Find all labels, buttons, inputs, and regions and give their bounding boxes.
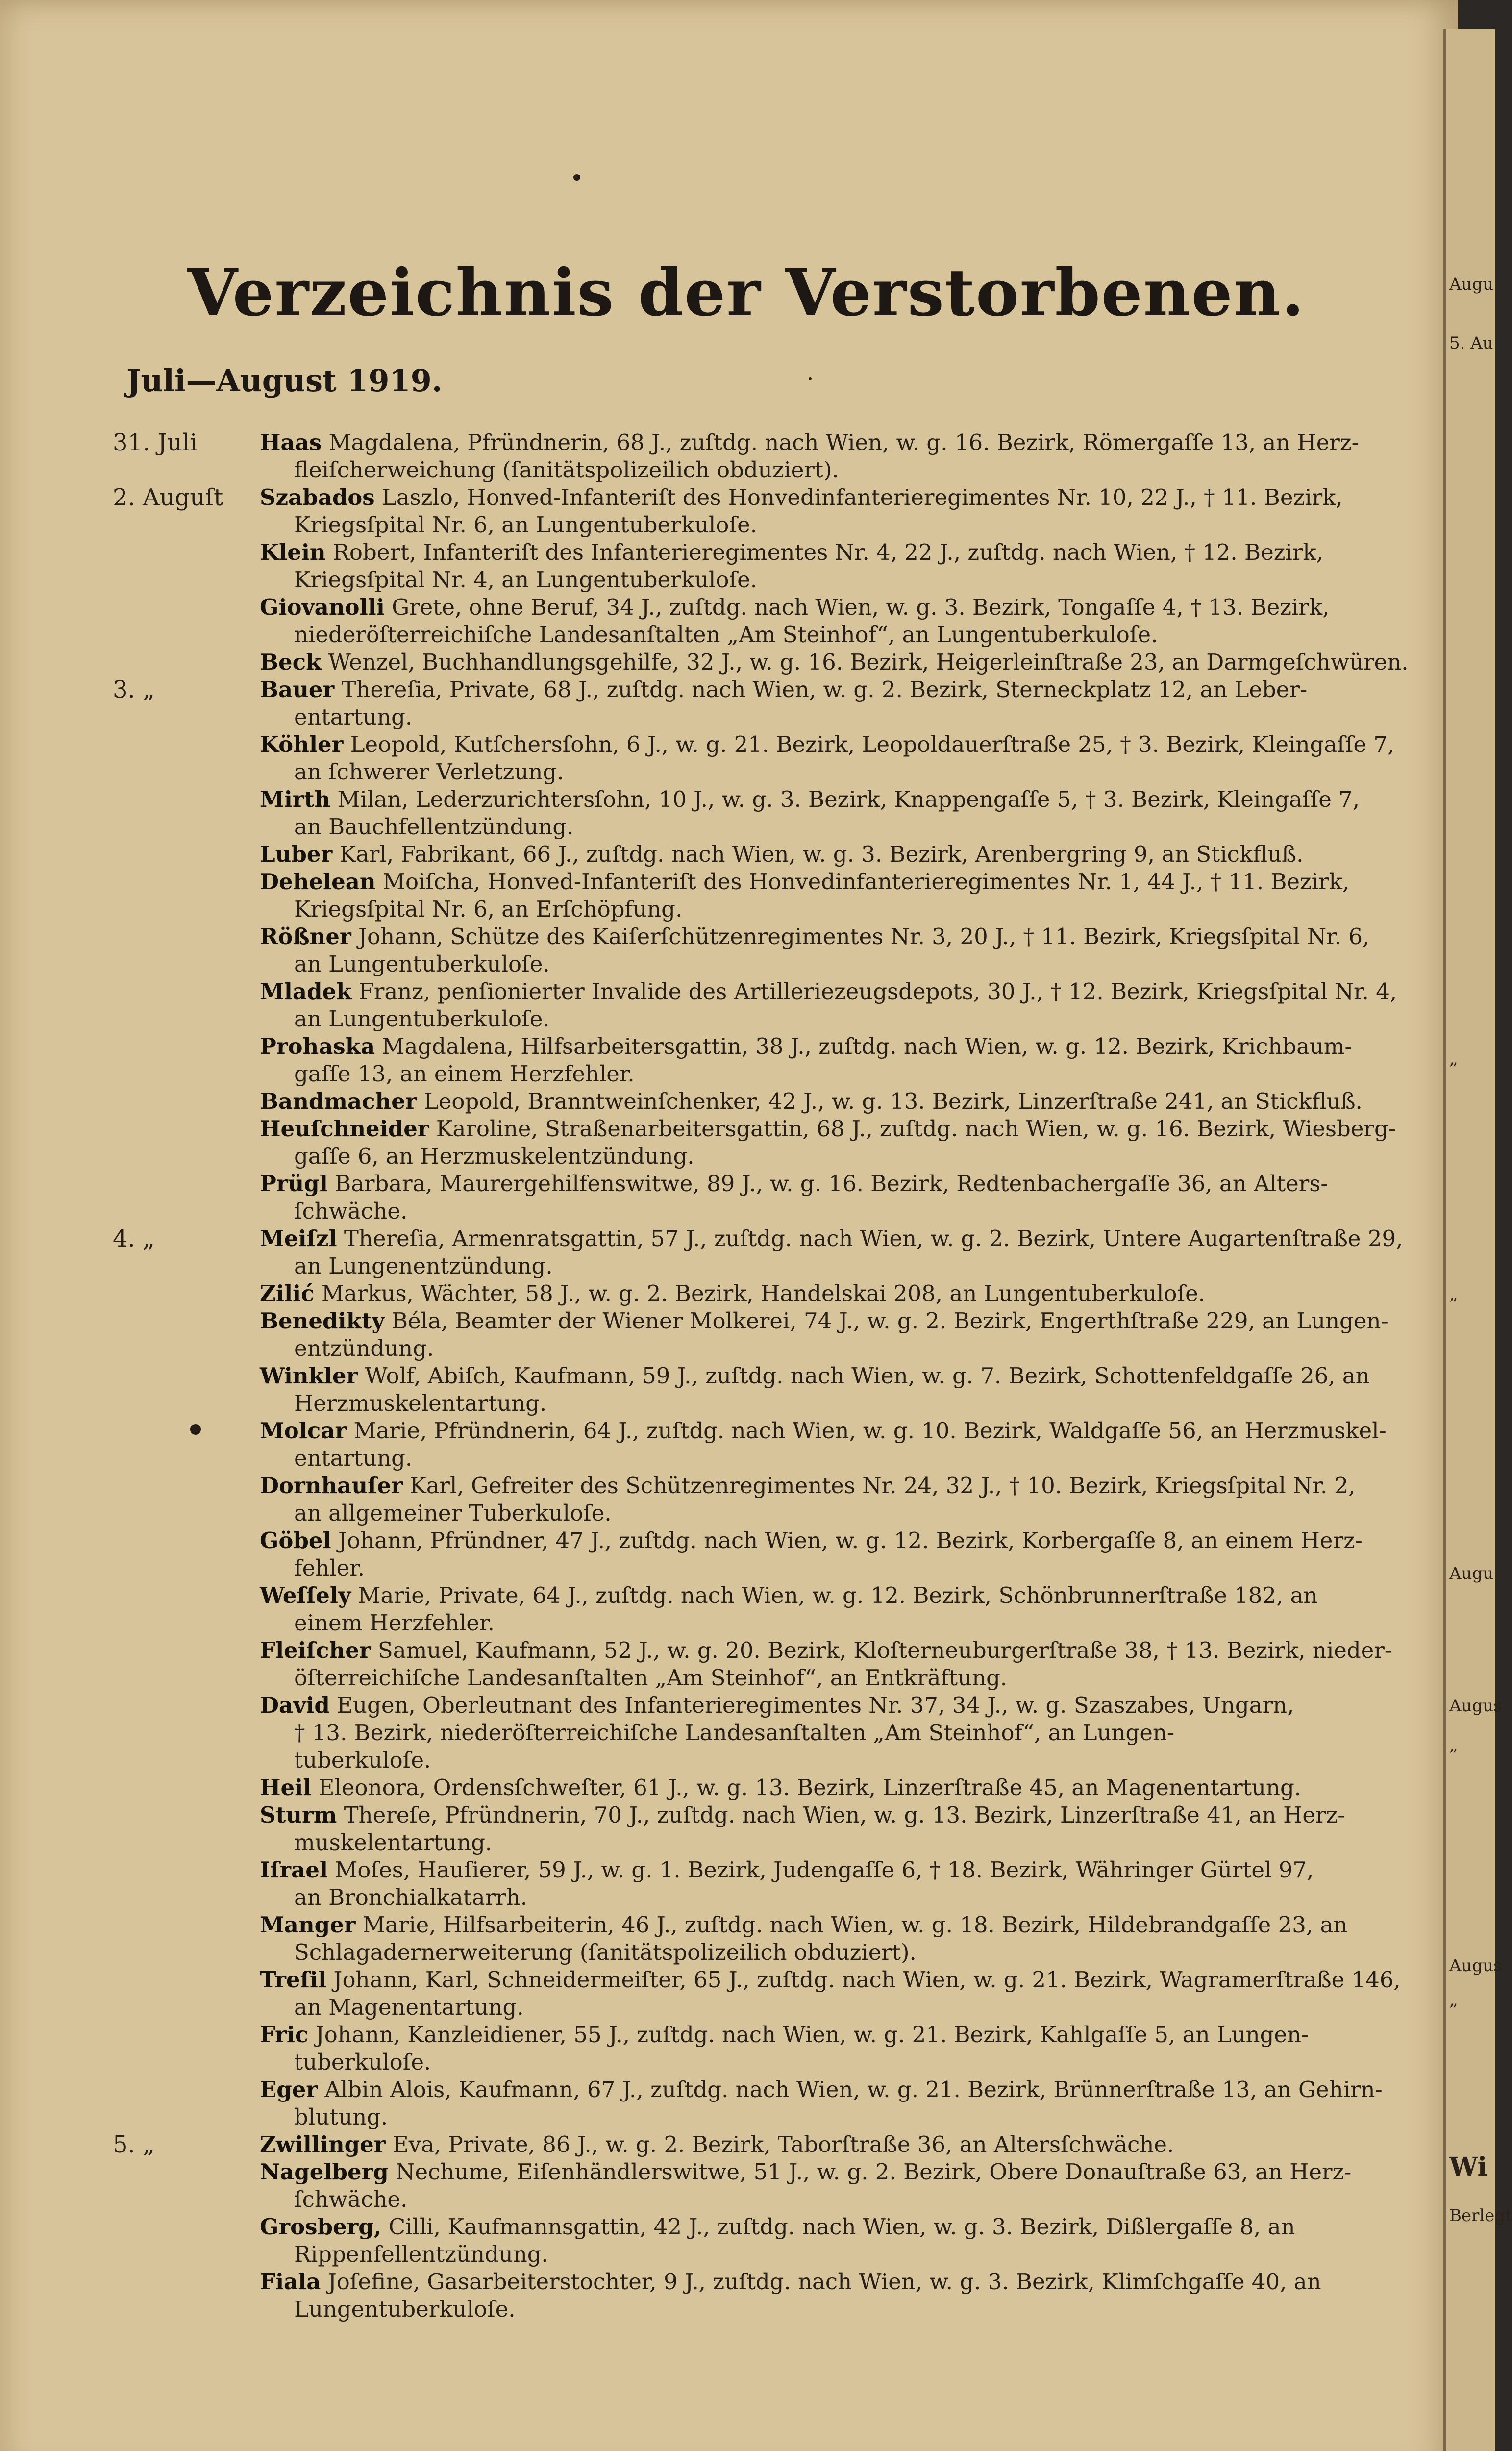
entry-continuation: an Lungenentzündung. — [294, 1253, 553, 1279]
entry-surname: Fiala — [260, 2269, 321, 2295]
entry-surname: Eger — [260, 2076, 318, 2102]
entry-date: 5. „ — [113, 2131, 155, 2158]
entry-line — [260, 1280, 1416, 1307]
entry-surname: Luber — [260, 841, 333, 867]
entry-details: Cilli, Kaufmannsgattin, 42 J., zuſtdg. nach Wien, w. g. 3. Bezirk, Dißlergaſſe 8, an — [388, 2214, 1295, 2240]
entry-details: Leopold, Kutſchersſohn, 6 J., w. g. 21. Bezirk, Leopoldauerſtraße 25, † 3. Bezirk, Kleingaſſe 7, — [350, 731, 1395, 757]
entry-continuation: an Bronchialkatarrh. — [294, 1884, 527, 1910]
entry-line — [260, 786, 1416, 813]
death-entry — [113, 1856, 1416, 1911]
entry-continuation: muskelentartung. — [294, 1829, 493, 1855]
entry-continuation: tuberkuloſe. — [294, 2049, 431, 2075]
entry-details: Thereſia, Private, 68 J., zuſtdg. nach Wien, w. g. 2. Bezirk, Sterneckplatz 12, an Leber- — [341, 676, 1308, 702]
entry-line — [260, 2158, 1416, 2186]
adjacent-page-fragment: Berlegt — [1449, 2206, 1512, 2226]
death-entry — [113, 1527, 1416, 1582]
entry-line — [260, 1637, 1416, 1664]
entry-details: Eugen, Oberleutnant des Infanterieregimentes Nr. 37, 34 J., w. g. Szaszabes, Ungarn, — [337, 1692, 1294, 1718]
death-entry — [113, 429, 1416, 484]
entry-continuation: gaſſe 6, an Herzmuskelentzündung. — [294, 1143, 694, 1169]
entry-line — [260, 1170, 1416, 1198]
entry-surname: Grosberg, — [260, 2214, 382, 2240]
entry-surname: Molcar — [260, 1418, 347, 1444]
death-entry — [113, 1033, 1416, 1088]
adjacent-page-edge — [1443, 29, 1512, 2451]
entry-continuation: Herzmuskelentartung. — [294, 1390, 547, 1416]
adjacent-page-fragment: „ — [1449, 1735, 1458, 1755]
entry-details: Grete, ohne Beruf, 34 J., zuſtdg. nach Wien, w. g. 3. Bezirk, Tongaſſe 4, † 13. Bezirk, — [392, 594, 1330, 620]
entry-date: 31. Juli — [113, 429, 198, 456]
entry-continuation: an Lungentuberkuloſe. — [294, 951, 550, 977]
entry-line — [260, 1225, 1416, 1252]
entry-surname: Winkler — [260, 1363, 358, 1389]
entry-date: 2. Auguſt — [113, 484, 223, 511]
entry-details: Marie, Private, 64 J., zuſtdg. nach Wien, w. g. 12. Bezirk, Schönbrunnerſtraße 182, an — [358, 1582, 1318, 1608]
entry-details: Milan, Lederzurichtersſohn, 10 J., w. g. 3. Bezirk, Knappengaſſe 5, † 3. Bezirk, Kleingaſſe 7, — [337, 786, 1360, 812]
entry-surname: Heil — [260, 1775, 312, 1801]
entry-surname: Rößner — [260, 924, 351, 950]
entry-line — [260, 2268, 1416, 2296]
death-entry — [113, 1774, 1416, 1801]
entry-line — [260, 841, 1416, 868]
entry-continuation: Kriegsſpital Nr. 6, an Erſchöpfung. — [294, 896, 683, 922]
entry-continuation: blutung. — [294, 2104, 388, 2130]
entry-line — [260, 923, 1416, 950]
death-entry — [113, 923, 1416, 978]
entry-line — [260, 649, 1416, 676]
death-entry — [113, 841, 1416, 868]
entry-details: Moſes, Hauſierer, 59 J., w. g. 1. Bezirk, Judengaſſe 6, † 18. Bezirk, Währinger Gürtel 97, — [335, 1857, 1314, 1883]
entry-line — [260, 1856, 1416, 1884]
entry-details: Samuel, Kaufmann, 52 J., w. g. 20. Bezirk, Kloſterneuburgerſtraße 38, † 13. Bezirk, nieder- — [377, 1637, 1392, 1663]
entry-line — [260, 2076, 1416, 2103]
death-entry — [113, 1417, 1416, 1472]
adjacent-page-fragment: Augu — [1449, 275, 1494, 294]
entry-surname: Köhler — [260, 731, 344, 757]
entry-surname: Manger — [260, 1912, 356, 1938]
ink-spot — [809, 377, 812, 380]
entry-line — [260, 2021, 1416, 2049]
adjacent-page-fragment: „ — [1449, 1990, 1458, 2010]
entry-details: Albin Alois, Kaufmann, 67 J., zuſtdg. nach Wien, w. g. 21. Bezirk, Brünnerſtraße 13, an Gehirn- — [324, 2076, 1383, 2102]
entry-line — [260, 1801, 1416, 1829]
entry-surname: Göbel — [260, 1527, 331, 1553]
entry-surname: Haas — [260, 429, 322, 455]
death-entry — [113, 676, 1416, 731]
entry-line — [260, 1774, 1416, 1801]
entry-line — [260, 1911, 1416, 1939]
entry-line — [260, 1582, 1416, 1609]
entry-continuation: ſchwäche. — [294, 1198, 408, 1224]
entry-details: Moiſcha, Honved-Infanteriſt des Honvedinfanterieregimentes Nr. 1, 44 J., † 11. Bezirk, — [382, 869, 1350, 895]
death-entry — [113, 1115, 1416, 1170]
entry-continuation: entzündung. — [294, 1335, 434, 1361]
death-entry — [113, 1362, 1416, 1417]
entry-details: Johann, Schütze des Kaiſerſchützenregimentes Nr. 3, 20 J., † 11. Bezirk, Kriegsſpital Nr. 6, — [358, 924, 1370, 950]
entry-surname: Prohaska — [260, 1033, 375, 1059]
death-entry — [113, 2213, 1416, 2268]
entry-details: Karl, Fabrikant, 66 J., zuſtdg. nach Wien, w. g. 3. Bezirk, Arenbergring 9, an Stickfluß. — [339, 841, 1304, 867]
entry-details: Eleonora, Ordensſchweſter, 61 J., w. g. 13. Bezirk, Linzerſtraße 45, an Magenentartung. — [318, 1775, 1302, 1801]
entry-details: Johann, Kanzleidiener, 55 J., zuſtdg. nach Wien, w. g. 21. Bezirk, Kahlgaſſe 5, an Lungen- — [315, 2022, 1309, 2048]
entry-details: Johann, Karl, Schneidermeiſter, 65 J., zuſtdg. nach Wien, w. g. 21. Bezirk, Wagramerſtraße 146, — [333, 1967, 1401, 1993]
entry-continuation: ſchwäche. — [294, 2186, 408, 2212]
entry-line — [260, 1472, 1416, 1500]
entry-surname: Mirth — [260, 786, 331, 812]
entry-continuation: Kriegsſpital Nr. 4, an Lungentuberkuloſe. — [294, 567, 758, 593]
entry-details: Wenzel, Buchhandlungsgehilfe, 32 J., w. g. 16. Bezirk, Heigerleinſtraße 23, an Darmgeſchwüren. — [328, 649, 1409, 675]
entry-continuation: an Lungentuberkuloſe. — [294, 1006, 550, 1032]
entry-line — [260, 1033, 1416, 1060]
entry-continuation: fleiſcherweichung (ſanitätspolizeilich obduziert). — [294, 457, 839, 483]
entry-line — [260, 1307, 1416, 1335]
adjacent-page-fragment: Augus — [1449, 1956, 1502, 1976]
entry-details: Johann, Pfründner, 47 J., zuſtdg. nach Wien, w. g. 12. Bezirk, Korbergaſſe 8, an einem Herz- — [338, 1527, 1363, 1553]
death-entry — [113, 1637, 1416, 1692]
entry-line — [260, 484, 1416, 511]
entry-surname: Prügl — [260, 1171, 328, 1197]
entry-surname: Zilić — [260, 1280, 315, 1306]
death-entry — [113, 2268, 1416, 2323]
entry-surname: Benedikty — [260, 1308, 385, 1334]
entry-line — [260, 676, 1416, 703]
adjacent-page-fragment: Augu — [1449, 1564, 1494, 1583]
entry-surname: Bauer — [260, 676, 335, 702]
entry-details: Nechume, Eiſenhändlerswitwe, 51 J., w. g. 2. Bezirk, Obere Donauſtraße 63, an Herz- — [396, 2159, 1352, 2185]
entry-continuation: an allgemeiner Tuberkuloſe. — [294, 1500, 612, 1526]
entry-details: Barbara, Maurergehilfenswitwe, 89 J., w. g. 16. Bezirk, Redtenbachergaſſe 36, an Alters- — [335, 1171, 1328, 1197]
period-heading: Juli—August 1919. — [126, 363, 443, 399]
entry-continuation: gaſſe 13, an einem Herzfehler. — [294, 1061, 635, 1087]
entry-surname: Sturm — [260, 1802, 337, 1828]
entry-surname: Bandmacher — [260, 1088, 417, 1114]
entry-continuation: fehler. — [294, 1555, 365, 1581]
entry-surname: Szabados — [260, 484, 375, 510]
entry-line — [260, 1417, 1416, 1445]
adjacent-page-fragment: Wi — [1449, 2152, 1487, 2182]
entry-continuation: Kriegsſpital Nr. 6, an Lungentuberkuloſe. — [294, 512, 758, 538]
entry-details: Thereſe, Pfründnerin, 70 J., zuſtdg. nach Wien, w. g. 13. Bezirk, Linzerſtraße 41, an Herz- — [344, 1802, 1345, 1828]
entry-details: Markus, Wächter, 58 J., w. g. 2. Bezirk, Handelskai 208, an Lungentuberkuloſe. — [321, 1280, 1206, 1306]
death-entry — [113, 1582, 1416, 1637]
entry-surname: Dornhauſer — [260, 1473, 403, 1499]
death-entry — [113, 1692, 1416, 1774]
death-entry — [113, 1966, 1416, 2021]
death-entry — [113, 1801, 1416, 1856]
entry-date: 4. „ — [113, 1225, 155, 1252]
death-entry — [113, 2021, 1416, 2076]
entry-details: Magdalena, Hilfsarbeitersgattin, 38 J., zuſtdg. nach Wien, w. g. 12. Bezirk, Krichbaum- — [382, 1033, 1352, 1059]
entry-surname: Meiſzl — [260, 1226, 337, 1251]
death-entry — [113, 1472, 1416, 1527]
entry-details: Eva, Private, 86 J., w. g. 2. Bezirk, Taborſtraße 36, an Altersſchwäche. — [392, 2131, 1174, 2157]
entry-continuation: an ſchwerer Verletzung. — [294, 759, 564, 785]
entry-continuation: tuberkuloſe. — [294, 1747, 431, 1773]
entry-details: Laszlo, Honved-Infanteriſt des Honvedinfanterieregimentes Nr. 10, 22 J., † 11. Bezirk, — [381, 484, 1343, 510]
entry-details: Karoline, Straßenarbeitersgattin, 68 J., zuſtdg. nach Wien, w. g. 16. Bezirk, Wiesberg- — [436, 1116, 1396, 1142]
entry-surname: Fric — [260, 2022, 309, 2048]
entry-details: Marie, Pfründnerin, 64 J., zuſtdg. nach Wien, w. g. 10. Bezirk, Waldgaſſe 56, an Herzmuskel- — [353, 1418, 1387, 1444]
entry-surname: Zwillinger — [260, 2131, 386, 2157]
death-entry — [113, 2158, 1416, 2213]
entry-surname: Weſſely — [260, 1582, 351, 1608]
entry-line — [260, 1527, 1416, 1554]
entry-details: Leopold, Branntweinſchenker, 42 J., w. g. 13. Bezirk, Linzerſtraße 241, an Stickfluß. — [423, 1088, 1363, 1114]
entry-line — [260, 1362, 1416, 1390]
entry-surname: Mladek — [260, 978, 352, 1004]
entry-continuation: an Magenentartung. — [294, 1994, 524, 2020]
page-title: Verzeichnis der Verstorbenen. — [187, 255, 1305, 331]
death-entry — [113, 2131, 1416, 2158]
entry-surname: Fleiſcher — [260, 1637, 371, 1663]
entry-continuation: an Bauchfellentzündung. — [294, 814, 574, 840]
entry-line — [260, 539, 1416, 566]
entry-line — [260, 978, 1416, 1005]
entry-date: 3. „ — [113, 676, 155, 703]
entry-details: Béla, Beamter der Wiener Molkerei, 74 J., w. g. 2. Bezirk, Engerthſtraße 229, an Lungen- — [392, 1308, 1388, 1334]
entry-continuation: Lungentuberkuloſe. — [294, 2296, 516, 2322]
death-entry — [113, 1911, 1416, 1966]
entry-line — [260, 594, 1416, 621]
entry-line — [260, 1115, 1416, 1143]
entry-details: Thereſia, Armenratsgattin, 57 J., zuſtdg. nach Wien, w. g. 2. Bezirk, Untere Augartenſtraße 29, — [344, 1226, 1403, 1251]
entry-surname: Iſrael — [260, 1857, 328, 1883]
ink-spot — [190, 1424, 201, 1435]
entry-line — [260, 1966, 1416, 1994]
entry-details: Magdalena, Pfründnerin, 68 J., zuſtdg. nach Wien, w. g. 16. Bezirk, Römergaſſe 13, an Herz- — [328, 429, 1359, 455]
adjacent-page-fragment: 5. Au — [1449, 333, 1493, 353]
entry-details: Robert, Infanteriſt des Infanterieregimentes Nr. 4, 22 J., zuſtdg. nach Wien, † 12. Bezirk, — [332, 539, 1323, 565]
entry-surname: Nagelberg — [260, 2159, 389, 2185]
entry-line — [260, 868, 1416, 896]
entry-details: Franz, penſionierter Invalide des Artilleriezeugsdepots, 30 J., † 12. Bezirk, Kriegsſpital Nr. 4, — [358, 978, 1397, 1004]
entry-continuation: niederöſterreichiſche Landesanſtalten „Am Steinhof“, an Lungentuberkuloſe. — [294, 622, 1158, 648]
entry-surname: Beck — [260, 649, 322, 675]
death-entry — [113, 594, 1416, 649]
adjacent-page-fragment: Augus — [1449, 1696, 1502, 1716]
death-entry — [113, 2076, 1416, 2131]
death-entry — [113, 978, 1416, 1033]
entry-details: Karl, Gefreiter des Schützenregimentes Nr. 24, 32 J., † 10. Bezirk, Kriegsſpital Nr. 2, — [410, 1473, 1356, 1499]
death-entry — [113, 1307, 1416, 1362]
ink-spot — [573, 174, 580, 181]
death-entry — [113, 1280, 1416, 1307]
entry-continuation: entartung. — [294, 1445, 413, 1471]
entry-continuation: Rippenfellentzündung. — [294, 2241, 548, 2267]
adjacent-page-fragment: „ — [1449, 1049, 1458, 1069]
entry-line — [260, 2213, 1416, 2241]
entry-surname: Dehelean — [260, 869, 376, 895]
entry-line — [260, 1088, 1416, 1115]
adjacent-page-fragment: „ — [1449, 1284, 1458, 1304]
death-entry — [113, 1170, 1416, 1225]
entry-continuation: entartung. — [294, 704, 413, 730]
death-entry — [113, 649, 1416, 676]
entry-surname: David — [260, 1692, 330, 1718]
death-entry — [113, 539, 1416, 594]
deceased-list — [113, 429, 1416, 2323]
entry-line — [260, 429, 1416, 456]
entry-continuation: öſterreichiſche Landesanſtalten „Am Steinhof“, an Entkräftung. — [294, 1665, 1008, 1691]
entry-continuation: Schlagadernerweiterung (ſanitätspolizeilich obduziert). — [294, 1939, 917, 1965]
death-entry — [113, 1225, 1416, 1280]
entry-details: Joſefine, Gasarbeiterstochter, 9 J., zuſtdg. nach Wien, w. g. 3. Bezirk, Klimſchgaſſe 40, an — [327, 2269, 1321, 2295]
entry-surname: Treſil — [260, 1967, 327, 1993]
entry-continuation: † 13. Bezirk, niederöſterreichiſche Landesanſtalten „Am Steinhof“, an Lungen- — [294, 1720, 1175, 1746]
entry-line — [260, 2131, 1416, 2158]
death-entry — [113, 731, 1416, 786]
entry-details: Wolf, Abiſch, Kaufmann, 59 J., zuſtdg. nach Wien, w. g. 7. Bezirk, Schottenfeldgaſſe 26, an — [365, 1363, 1370, 1389]
entry-continuation: einem Herzfehler. — [294, 1610, 495, 1636]
entry-surname: Klein — [260, 539, 326, 565]
entry-details: Marie, Hilfsarbeiterin, 46 J., zuſtdg. nach Wien, w. g. 18. Bezirk, Hildebrandgaſſe 23, an — [362, 1912, 1348, 1938]
death-entry — [113, 786, 1416, 841]
entry-line — [260, 731, 1416, 758]
death-entry — [113, 1088, 1416, 1115]
death-entry — [113, 868, 1416, 923]
entry-surname: Heuſchneider — [260, 1116, 429, 1142]
death-entry — [113, 484, 1416, 539]
entry-surname: Giovanolli — [260, 594, 385, 620]
entry-line — [260, 1692, 1416, 1719]
